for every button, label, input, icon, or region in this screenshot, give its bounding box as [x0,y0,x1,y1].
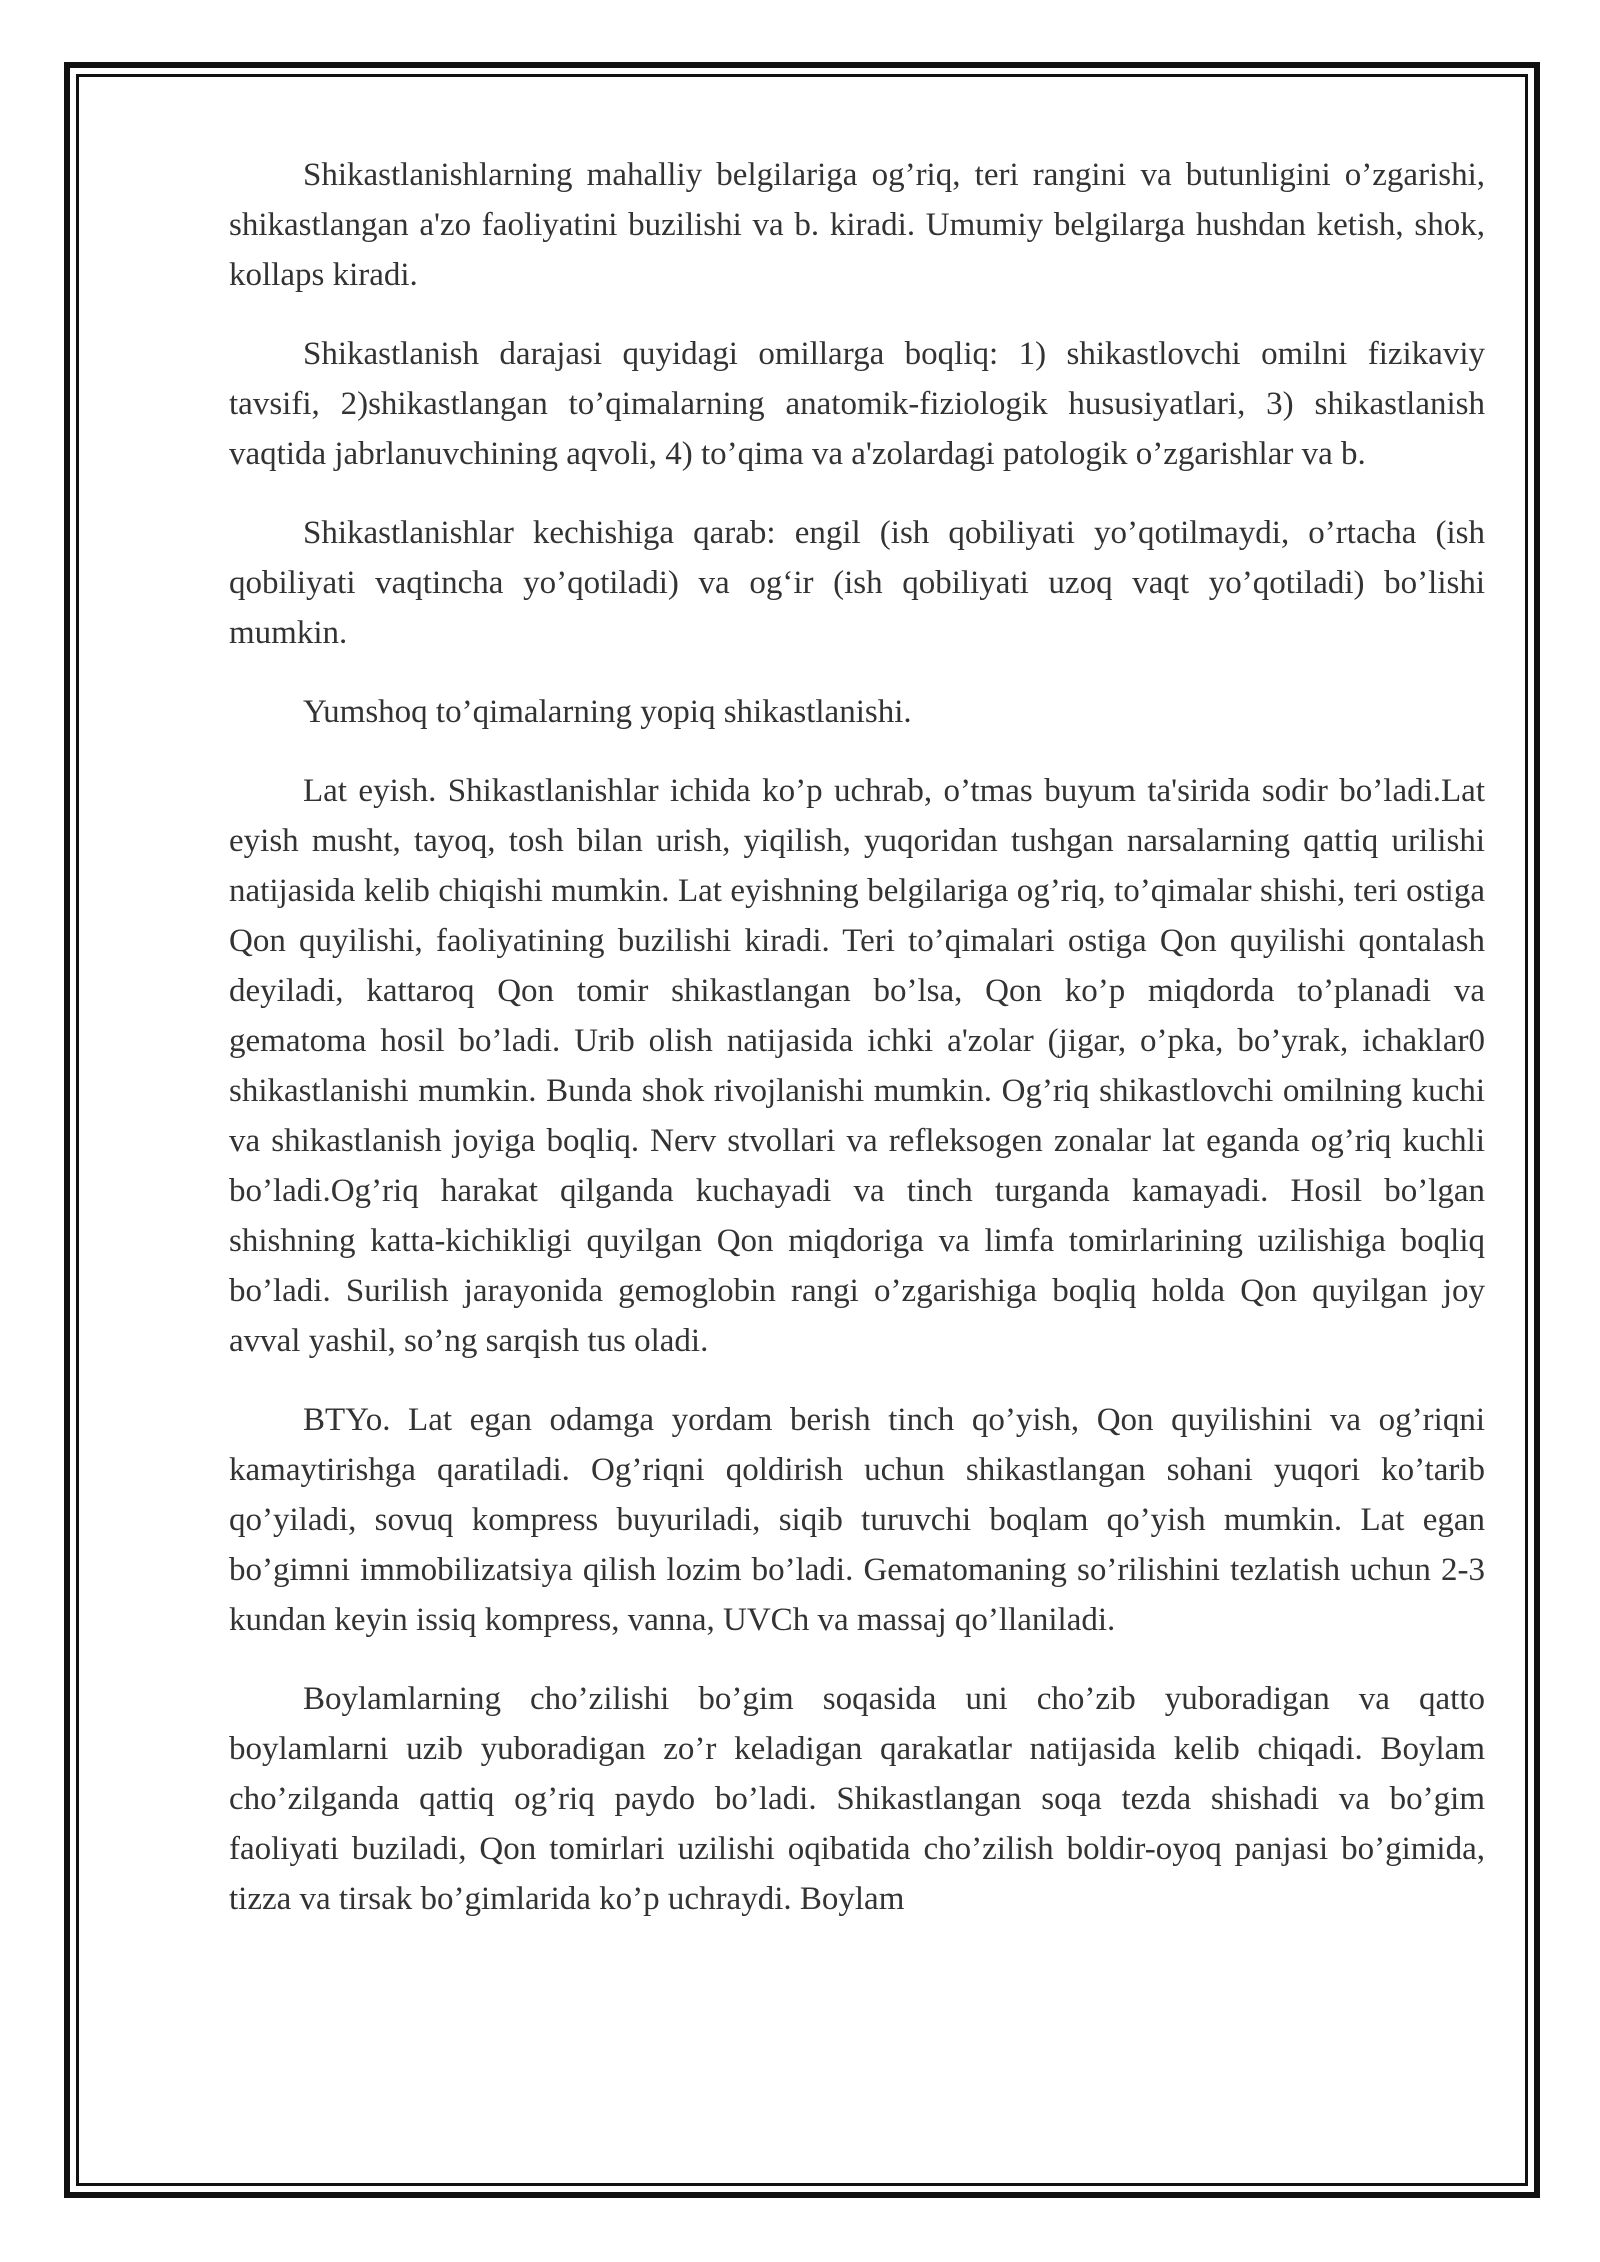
paragraph-contusion: Lat eyish. Shikastlanishlar ichida ko’p uchrab, o’tmas buyum ta'sirida sodir bo’ladi.Lat eyish musht, tayoq, tosh bilan urish, yiqilish, yuqoridan tushgan narsalarning qattiq urilishi natijasida kelib chiqishi mumkin. Lat eyishning belgilariga og’riq, to’qimalar shishi, teri ostiga Qon quyilishi, faoliyatining buzilishi kiradi. Teri to’qimalari ostiga Qon quyilishi qontalash deyiladi, kattaroq Qon tomir shikastlangan bo’lsa, Qon ko’p miqdorda to’planadi va gematoma hosil bo’ladi. Urib olish natijasida ichki a'zolar (jigar, o’pka, bo’yrak, ichaklar0 shikastlanishi mumkin. Bunda shok rivojlanishi mumkin. Og’riq shikastlovchi omilning kuchi va shikastlanish joyiga boqliq. Nerv stvollari va refleksogen zonalar lat eganda og’riq kuchli bo’ladi.Og’riq harakat qilganda kuchayadi va tinch turganda kamayadi. Hosil bo’lgan shishning katta-kichikligi quyilgan Qon miqdoriga va limfa tomirlarining uzilishiga boqliq bo’ladi. Surilish jarayonida gemoglobin rangi o’zgarishiga boqliq holda Qon quyilgan joy avval yashil, so’ng sarqish tus oladi. [229,773,1485,1359]
paragraph-symptoms: Shikastlanishlarning mahalliy belgilariga og’riq, teri rangini va butunligini o’zgarishi, shikastlangan a'zo faoliyatini buzilishi va b. kiradi. Umumiy belgilarga hushdan ketish, shok, kollaps kiradi. [229,157,1485,293]
paragraph-first-aid: BTYo. Lat egan odamga yordam berish tinch qo’yish, Qon quyilishini va og’riqni kamaytirishga qaratiladi. Og’riqni qoldirish uchun shikastlangan sohani yuqori ko’tarib qo’yiladi, sovuq kompress buyuriladi, siqib turuvchi boqlam qo’yish mumkin. Lat egan bo’gimni immobilizatsiya qilish lozim bo’ladi. Gematomaning so’rilishini tezlatish uchun 2-3 kundan keyin issiq kompress, vanna, UVCh va massaj qo’llaniladi. [229,1402,1485,1638]
paragraph-injury-degree: Shikastlanish darajasi quyidagi omillarga boqliq: 1) shikastlovchi omilni fizikaviy tavsifi, 2)shikastlangan to’qimalarning anatomik-fiziologik hususiyatlari, 3) shikastlanish vaqtida jabrlanuvchining aqvoli, 4) to’qima va a'zolardagi patologik o’zgarishlar va b. [229,336,1485,472]
document-body [229,150,1485,1953]
section-heading-soft-tissue: Yumshoq to’qimalarning yopiq shikastlanishi. [303,694,912,730]
paragraph-ligament-sprain: Boylamlarning cho’zilishi bo’gim soqasida uni cho’zib yuboradigan va qatto boylamlarni uzib yuboradigan zo’r keladigan qarakatlar natijasida kelib chiqadi. Boylam cho’zilganda qattiq og’riq paydo bo’ladi. Shikastlangan soqa tezda shishadi va bo’gim faoliyati buziladi, Qon tomirlari uzilishi oqibatida cho’zilish boldir-oyoq panjasi bo’gimida, tizza va tirsak bo’gimlarida ko’p uchraydi. Boylam [229,1681,1485,1917]
paragraph-injury-course: Shikastlanishlar kechishiga qarab: engil (ish qobiliyati yo’qotilmaydi, o’rtacha (ish qobiliyati vaqtincha yo’qotiladi) va og‘ir (ish qobiliyati uzoq vaqt yo’qotiladi) bo’lishi mumkin. [229,515,1485,651]
